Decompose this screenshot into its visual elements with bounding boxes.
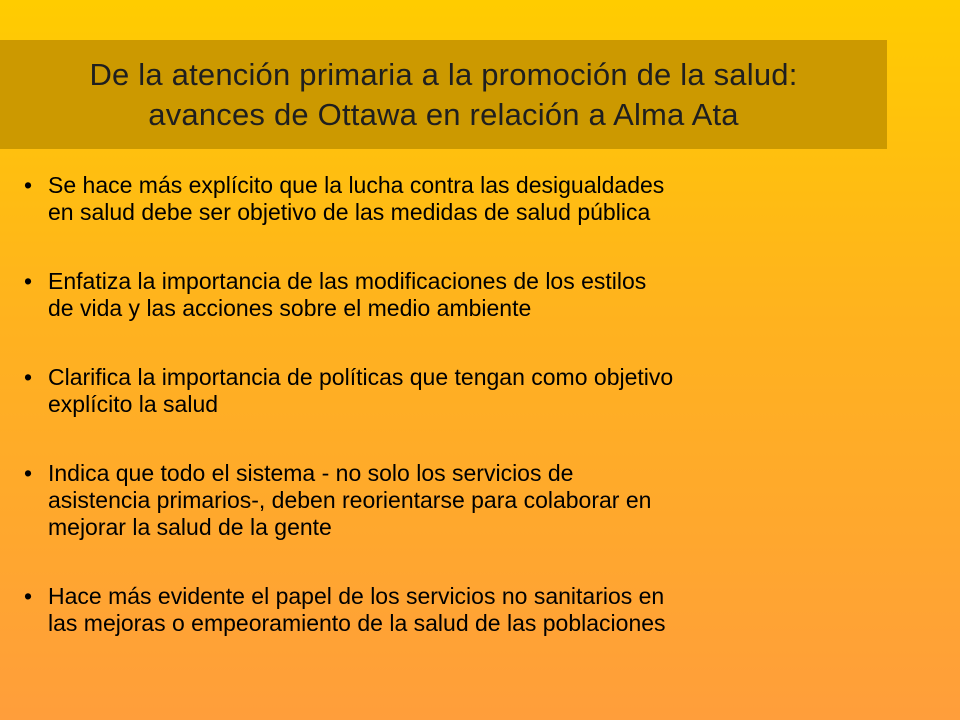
bullet-dot-icon: • xyxy=(24,172,33,198)
bullet-list xyxy=(0,172,960,679)
bullet-dot-icon: • xyxy=(24,583,33,609)
bullet-line: asistencia primarios-, deben reorientarse para colaborar en xyxy=(48,487,652,513)
bullet-text xyxy=(48,583,960,637)
bullet-item-non-health-services xyxy=(0,583,960,637)
bullet-line: Indica que todo el sistema - no solo los servicios de xyxy=(48,460,574,486)
bullet-item-inequalities xyxy=(0,172,960,226)
bullet-text xyxy=(48,364,960,418)
bullet-line: explícito la salud xyxy=(48,391,219,417)
slide-title-box xyxy=(0,40,887,149)
bullet-line: las mejoras o empeoramiento de la salud de las poblaciones xyxy=(48,610,666,636)
bullet-text xyxy=(48,268,960,322)
bullet-line: Hace más evidente el papel de los servicios no sanitarios en xyxy=(48,583,665,609)
bullet-dot-icon: • xyxy=(24,364,33,390)
bullet-line: de vida y las acciones sobre el medio ambiente xyxy=(48,295,532,321)
bullet-line: Enfatiza la importancia de las modificaciones de los estilos xyxy=(48,268,647,294)
bullet-item-system-reorientation xyxy=(0,460,960,541)
bullet-line: Clarifica la importancia de políticas que tengan como objetivo xyxy=(48,364,674,390)
bullet-line: Se hace más explícito que la lucha contra las desigualdades xyxy=(48,172,665,198)
slide-title-line-1: De la atención primaria a la promoción de la salud: xyxy=(89,56,798,92)
bullet-item-lifestyles xyxy=(0,268,960,322)
bullet-line: mejorar la salud de la gente xyxy=(48,514,332,540)
bullet-dot-icon: • xyxy=(24,268,33,294)
bullet-text xyxy=(48,460,960,541)
bullet-text xyxy=(48,172,960,226)
bullet-item-health-policies xyxy=(0,364,960,418)
bullet-dot-icon: • xyxy=(24,460,33,486)
bullet-line: en salud debe ser objetivo de las medidas de salud pública xyxy=(48,199,651,225)
slide-title-line-2: avances de Ottawa en relación a Alma Ata xyxy=(148,96,739,132)
